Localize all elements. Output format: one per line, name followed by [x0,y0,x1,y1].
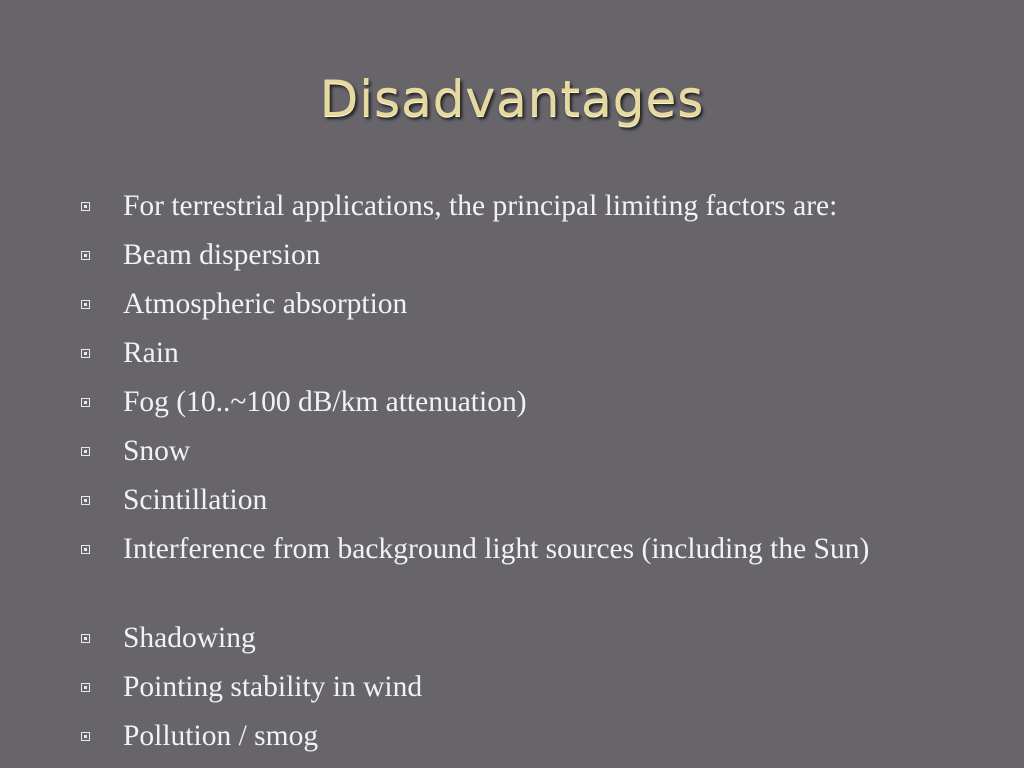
bullet-text: Shadowing [123,622,256,654]
list-item [78,333,978,382]
list-item [78,284,978,333]
list-item [78,480,978,529]
list-item [78,235,978,284]
square-bullet-icon [81,202,90,211]
list-item [78,186,978,235]
square-bullet-icon [81,545,90,554]
bullet-text: Pointing stability in wind [123,671,423,703]
bullet-text: Scintillation [123,484,268,516]
list-item [78,529,978,618]
bullet-text: For terrestrial applications, the principal limiting factors are: [123,190,838,222]
square-bullet-icon [81,398,90,407]
square-bullet-icon [81,496,90,505]
list-item [78,667,978,716]
list-item [78,618,978,667]
list-item [78,382,978,431]
list-item [78,716,978,765]
square-bullet-icon [81,732,90,741]
bullet-text: Interference from background light sources (including the Sun) [123,533,870,565]
square-bullet-icon [81,251,90,260]
bullet-text: Snow [123,435,191,467]
bullet-text: Beam dispersion [123,239,321,271]
bullet-list [78,186,978,765]
bullet-text: Rain [123,337,179,369]
square-bullet-icon [81,349,90,358]
square-bullet-icon [81,300,90,309]
slide-title: Disadvantages [319,70,705,128]
square-bullet-icon [81,683,90,692]
square-bullet-icon [81,634,90,643]
bullet-text: Fog (10..~100 dB/km attenuation) [123,386,527,418]
bullet-text: Pollution / smog [123,720,319,752]
bullet-text: Atmospheric absorption [123,288,408,320]
square-bullet-icon [81,447,90,456]
list-item [78,431,978,480]
